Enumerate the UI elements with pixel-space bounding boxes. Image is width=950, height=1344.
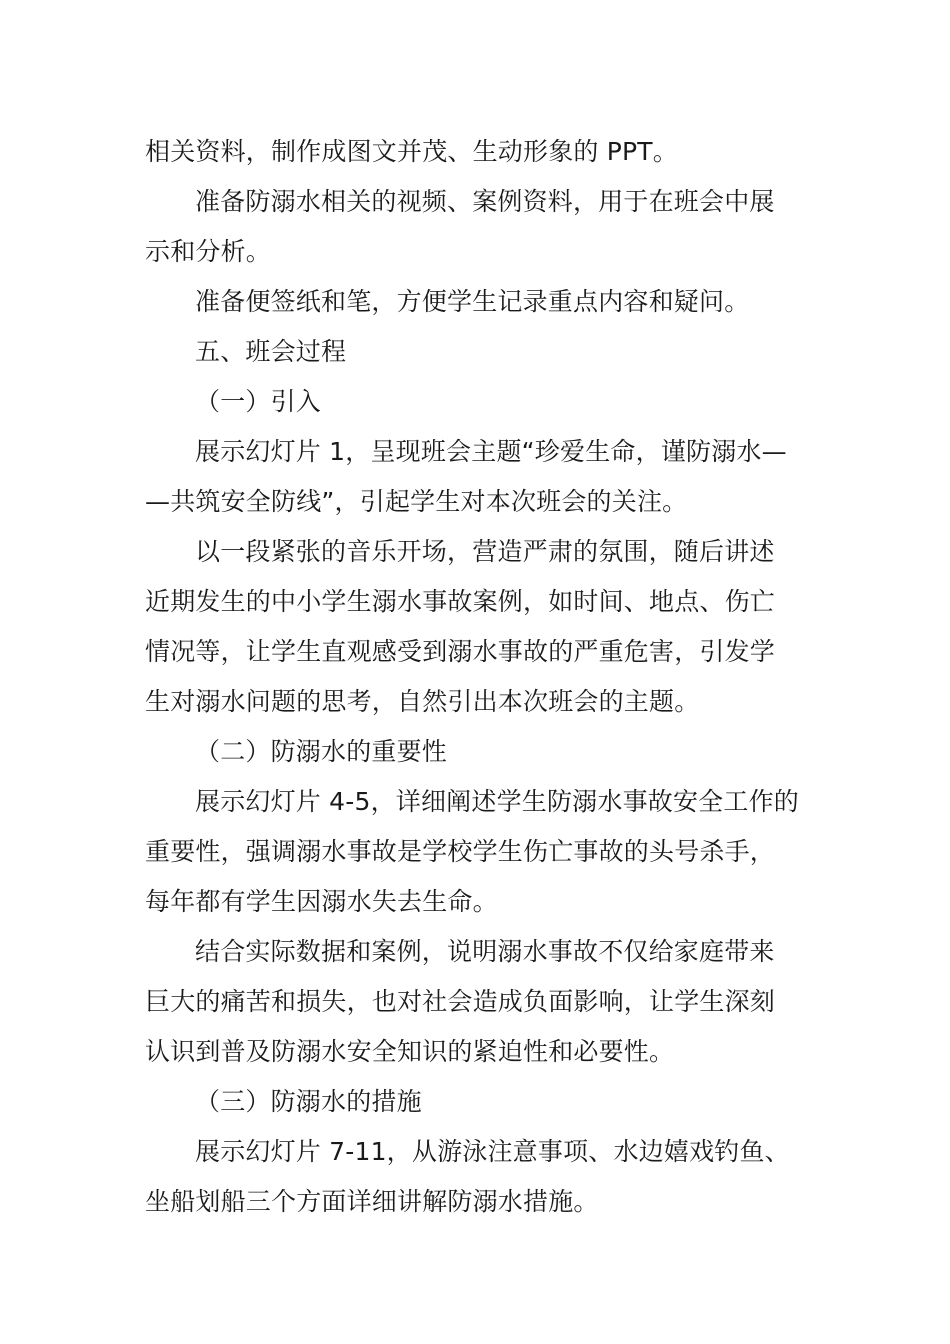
text-line: 坐船划船三个方面详细讲解防溺水措施。 [145,1187,599,1216]
text-line: 以一段紧张的音乐开场，营造严肃的氛围，随后讲述 [195,537,775,566]
text-line: 近期发生的中小学生溺水事故案例，如时间、地点、伤亡 [145,587,776,616]
text-line: 情况等，让学生直观感受到溺水事故的严重危害，引发学 [145,637,776,666]
text-line: 准备便签纸和笔，方便学生记录重点内容和疑问。 [195,287,750,316]
text-line: 示和分析。 [145,237,272,266]
subsection-heading: （三）防溺水的措施 [195,1087,422,1116]
text-line: —共筑安全防线”，引起学生对本次班会的关注。 [145,487,688,516]
text-line: 展示幻灯片 4-5，详细阐述学生防溺水事故安全工作的 [195,787,799,816]
text-line: 生对溺水问题的思考，自然引出本次班会的主题。 [145,687,700,716]
text-line: 相关资料，制作成图文并茂、生动形象的 PPT。 [145,137,678,166]
text-line: 重要性，强调溺水事故是学校学生伤亡事故的头号杀手， [145,837,776,866]
text-line: 每年都有学生因溺水失去生命。 [145,887,498,916]
subsection-heading: （一）引入 [195,387,322,416]
text-line: 准备防溺水相关的视频、案例资料，用于在班会中展 [195,187,775,216]
section-heading: 五、班会过程 [195,337,347,366]
text-line: 结合实际数据和案例，说明溺水事故不仅给家庭带来 [195,937,775,966]
text-line: 展示幻灯片 7-11，从游泳注意事项、水边嬉戏钓鱼、 [195,1137,790,1166]
text-line: 展示幻灯片 1，呈现班会主题“珍爱生命，谨防溺水— [195,437,787,466]
text-line: 巨大的痛苦和损失，也对社会造成负面影响，让学生深刻 [145,987,776,1016]
document-body [145,127,807,1227]
subsection-heading: （二）防溺水的重要性 [195,737,448,766]
text-line: 认识到普及防溺水安全知识的紧迫性和必要性。 [145,1037,675,1066]
